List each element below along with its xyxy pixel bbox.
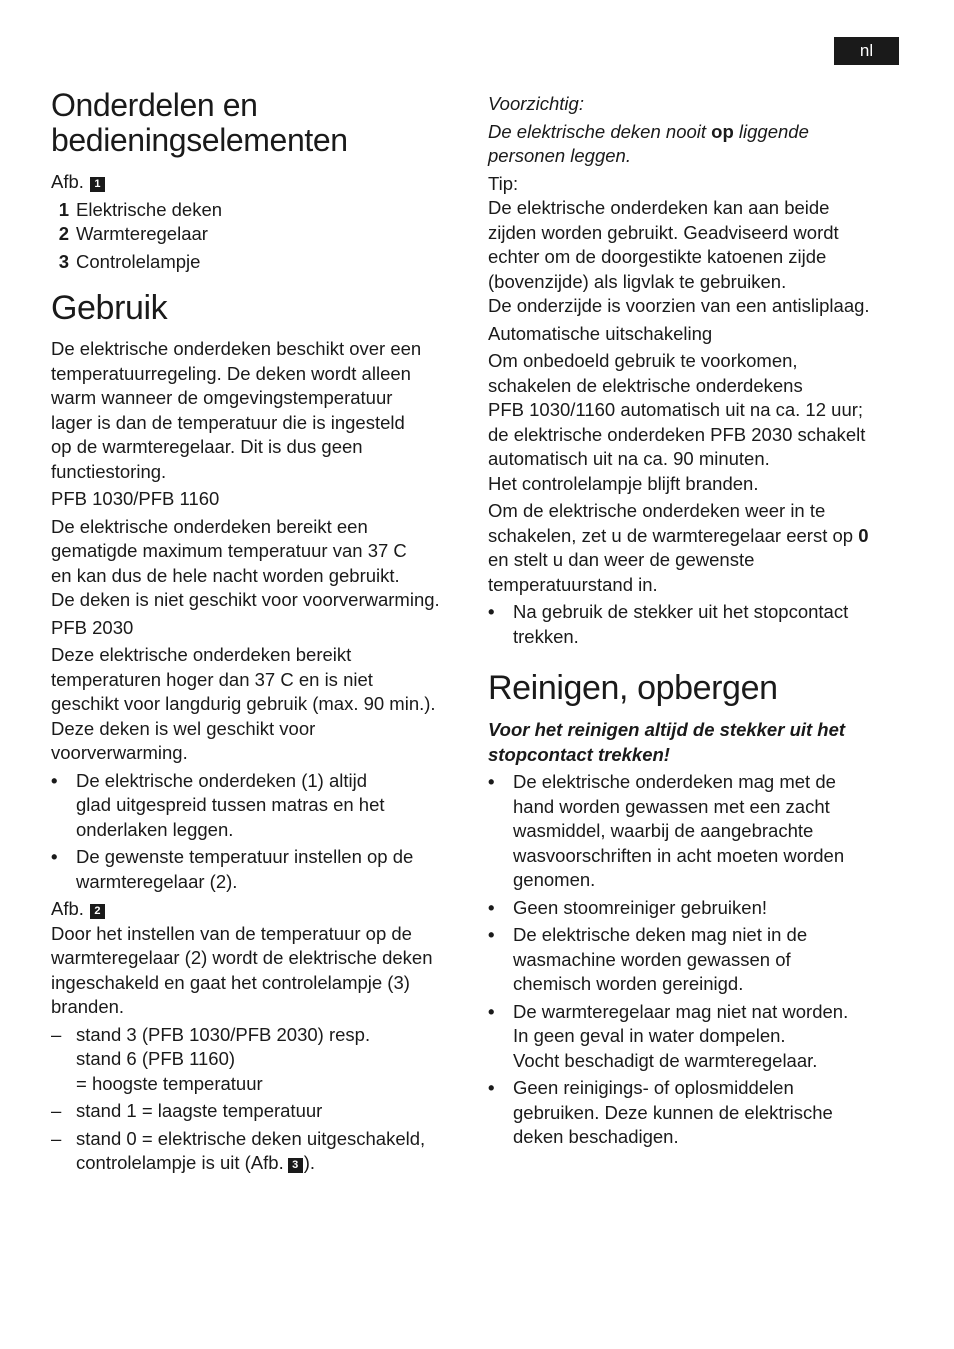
figure-ref-2: Afb. 2 [51, 897, 466, 922]
list-item: 3 Controlelampje [58, 250, 201, 272]
subheading-auto-off: Automatische uitschakeling [488, 322, 713, 344]
list-item: • De warmteregelaar mag niet nat worden. In geen geval in water dompelen. Vocht beschadigt de warmteregelaar. [488, 1000, 898, 1074]
dash-icon: – [51, 1100, 62, 1121]
right-column [488, 92, 898, 1150]
language-tab: nl [834, 37, 899, 65]
tip-title: Tip: [488, 172, 519, 194]
list-item: • Geen stoomreiniger gebruiken! [488, 896, 898, 921]
caution-text: De elektrische deken nooit op liggende personen leggen. [488, 120, 809, 166]
figure-number-badge: 2 [90, 904, 105, 919]
pfb1030-text: De elektrische onderdeken bereikt een gematigde maximum temperatuur van 37 C en kan dus de hele nacht worden gebruikt. De deken is niet geschikt voor voorverwarming. [51, 515, 440, 610]
dash-icon: – [51, 1127, 62, 1149]
list-item: • De elektrische deken mag niet in de wasmachine worden gewassen of chemisch worden gereinigd. [488, 923, 898, 997]
list-item: • De gewenste temperatuur instellen op de warmteregelaar (2). [51, 845, 466, 894]
list-item: – stand 3 (PFB 1030/PFB 2030) resp. stand 6 (PFB 1160) = hoogste temperatuur [51, 1023, 466, 1097]
pfb2030-text: Deze elektrische onderdeken bereikt temperaturen hoger dan 37 C en is niet geschikt voor langdurig gebruik (max. 90 min.). Deze deken is wel geschikt voor voorverwarming. [51, 644, 436, 763]
afb2-text: Door het instellen van de temperatuur op de warmteregelaar (2) wordt de elektrische deken ingeschakeld en gaat het controlelampje (3) branden. [51, 922, 433, 1017]
bullet-icon: • [51, 846, 58, 867]
list-item: – stand 1 = laagste temperatuur [51, 1099, 466, 1124]
left-column [51, 88, 466, 1176]
parts-list [51, 198, 466, 275]
caution-title: Voorzichtig: [488, 93, 584, 114]
figure-number-badge: 1 [90, 177, 105, 192]
list-item: • De elektrische onderdeken mag met de hand worden gewassen met een zacht wasmiddel, waarbij de aangebrachte wasvoorschriften in acht moeten worden genomen. [488, 770, 898, 893]
restart-bullets [488, 600, 898, 649]
restart-text: Om de elektrische onderdeken weer in te schakelen, zet u de warmteregelaar eerst op 0 en stelt u dan weer de gewenste temperatuurstand in. [488, 500, 869, 595]
figure-ref-1: Afb. 1 [51, 170, 466, 195]
cleaning-bullets [488, 770, 898, 1150]
section-title-usage: Gebruik [51, 289, 168, 327]
list-item: • Geen reinigings- of oplosmiddelen gebruiken. Deze kunnen de elektrische deken beschadigen. [488, 1076, 898, 1150]
section-title-parts: Onderdelen en bedieningselementen [51, 87, 348, 158]
subheading-pfb1030: PFB 1030/PFB 1160 [51, 488, 220, 509]
list-item: • De elektrische onderdeken (1) altijd glad uitgespreid tussen matras en het onderlaken leggen. [51, 769, 466, 843]
bullet-icon: • [488, 1000, 495, 1022]
usage-bullets [51, 769, 466, 895]
bullet-icon: • [51, 769, 58, 791]
figure-number-badge: 3 [288, 1158, 303, 1173]
list-item: – stand 0 = elektrische deken uitgeschakeld, controlelampje is uit (Afb. 3 ). [51, 1127, 466, 1176]
bullet-icon: • [488, 924, 495, 945]
bullet-icon: • [488, 1077, 495, 1098]
auto-off-text: Om onbedoeld gebruik te voorkomen, schakelen de elektrische onderdekens PFB 1030/1160 automatisch uit na ca. 12 uur; de elektrische onderdeken PFB 2030 schakelt automatisch uit na ca. 90 minuten. Het controlelampje blijft branden. [488, 350, 866, 494]
subheading-pfb2030: PFB 2030 [51, 616, 134, 638]
cleaning-warning: Voor het reinigen altijd de stekker uit het stopcontact trekken! [488, 719, 846, 765]
list-item: • Na gebruik de stekker uit het stopcontact trekken. [488, 600, 898, 649]
settings-list [51, 1023, 466, 1176]
list-item: 1 Elektrische deken [58, 198, 223, 220]
bullet-icon: • [488, 771, 495, 792]
section-title-cleaning: Reinigen, opbergen [488, 669, 778, 707]
bullet-icon: • [488, 896, 495, 918]
usage-intro: De elektrische onderdeken beschikt over een temperatuurregeling. De deken wordt alleen warm wanneer de omgevingstemperatuur lager is dan de temperatuur die is ingesteld op de warmteregelaar. Dit is dus geen functiestoring. [51, 338, 422, 482]
list-item: 2 Warmteregelaar [58, 223, 208, 244]
bullet-icon: • [488, 601, 495, 622]
dash-icon: – [51, 1023, 62, 1045]
tip-text: De elektrische onderdeken kan aan beide zijden worden gebruikt. Geadviseerd wordt echter om de doorgestikte katoenen zijde (bovenzijde) als ligvlak te gebruiken. De onderzijde is voorzien van een antisliplaag. [488, 197, 870, 316]
